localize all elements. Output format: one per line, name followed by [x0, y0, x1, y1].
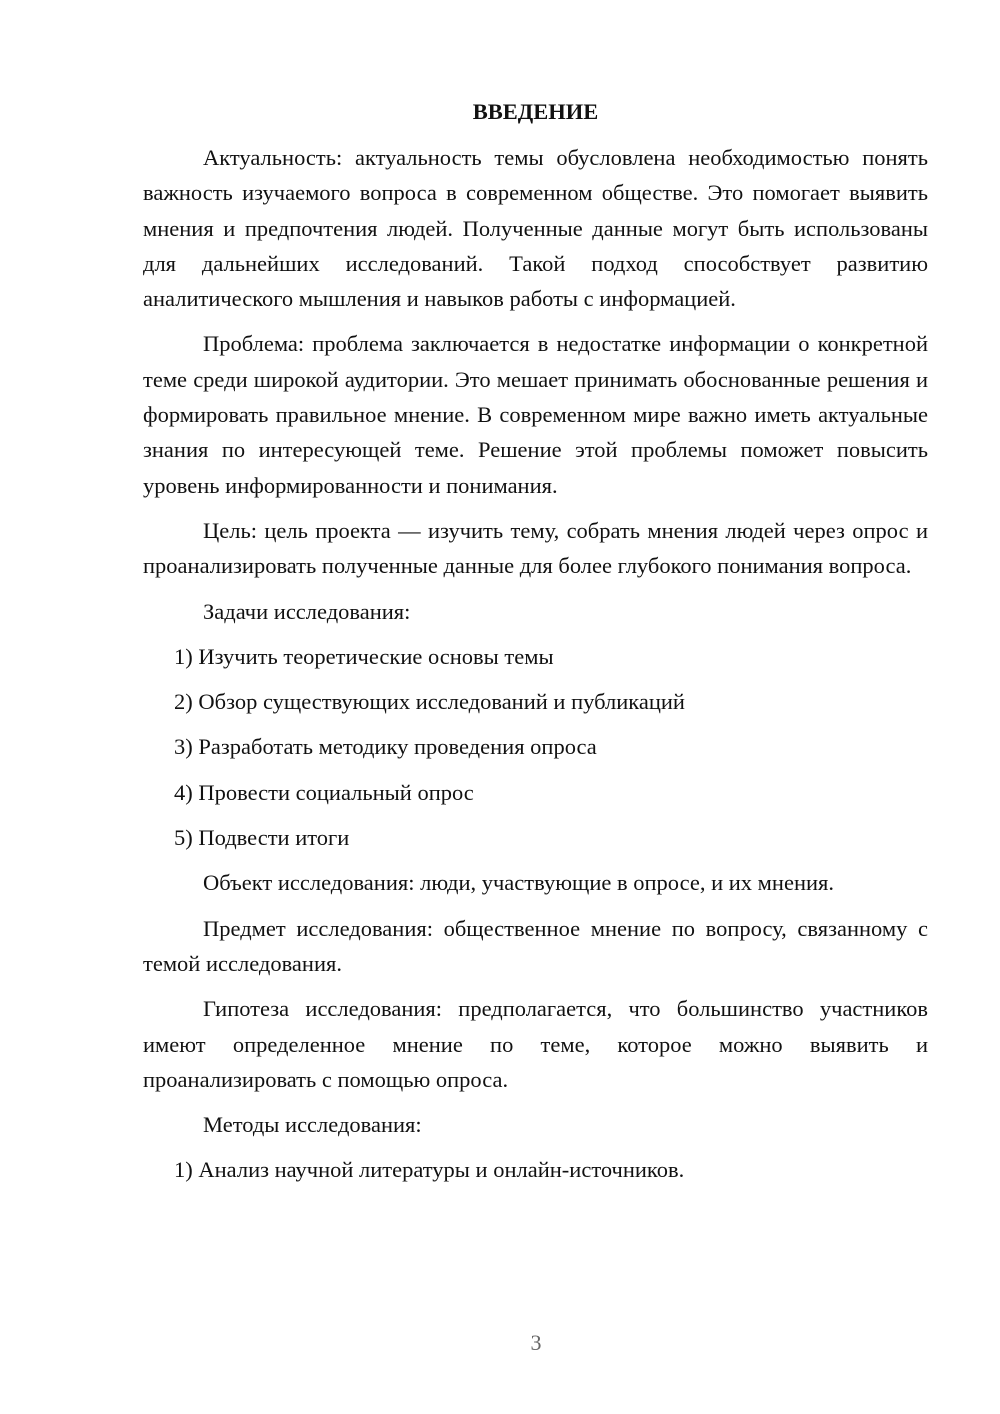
task-item-3: 3) Разработать методику проведения опроса — [174, 734, 597, 760]
page-content — [143, 94, 928, 1198]
paragraph-object: Объект исследования: люди, участвующие в опросе, и их мнения. — [203, 870, 834, 896]
paragraph-subject: Предмет исследования: общественное мнение по вопросу, связанному с темой исследования. — [143, 915, 928, 976]
section-heading: ВВЕДЕНИЕ — [472, 99, 599, 124]
paragraph-problem: Проблема: проблема заключается в недостатке информации о конкретной теме среди широкой аудитории. Это мешает принимать обоснованные решения и формировать правильное мнение. В современном мире важно иметь актуальные знания по интересующей теме. Решение этой проблемы поможет повысить уровень информированности и понимания. — [143, 331, 928, 498]
tasks-title: Задачи исследования: — [203, 598, 411, 624]
methods-title: Методы исследования: — [203, 1112, 422, 1138]
paragraph-hypothesis: Гипотеза исследования: предполагается, что большинство участников имеют определенное мнение по теме, которое можно выявить и проанализировать с помощью опроса. — [143, 996, 928, 1092]
task-item-5: 5) Подвести итоги — [174, 825, 350, 851]
task-item-4: 4) Провести социальный опрос — [174, 779, 474, 805]
task-item-2: 2) Обзор существующих исследований и публикаций — [174, 689, 685, 715]
paragraph-goal: Цель: цель проекта — изучить тему, собрать мнения людей через опрос и проанализировать полученные данные для более глубокого понимания вопроса. — [143, 517, 928, 579]
method-item-1: 1) Анализ научной литературы и онлайн-источников. — [174, 1157, 685, 1183]
paragraph-relevance: Актуальность: актуальность темы обусловлена необходимостью понять важность изучаемого вопроса в современном обществе. Это помогает выявить мнения и предпочтения людей. Полученные данные могут быть использованы для дальнейших исследований. Такой подход способствует развитию аналитического мышления и навыков работы с информацией. — [143, 145, 928, 312]
page-number: 3 — [530, 1330, 542, 1355]
task-item-1: 1) Изучить теоретические основы темы — [174, 643, 554, 669]
